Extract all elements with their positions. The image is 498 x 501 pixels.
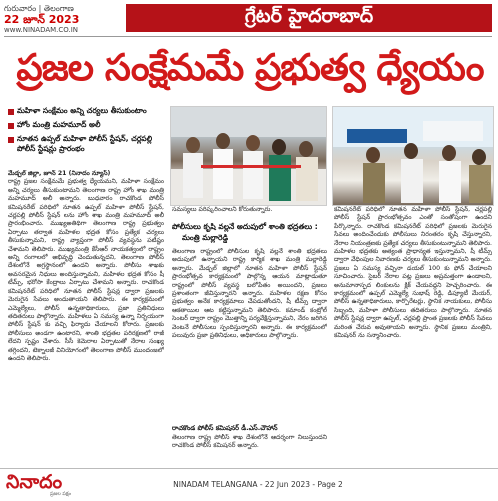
bullet-square-icon <box>8 123 14 129</box>
bullet-text: నూతన ఉప్పల్ మహిళా పోలీస్ స్టేషన్, చర్లపల్లి పోలీస్ స్టేషన్లు ప్రారంభం <box>17 134 153 153</box>
issue-date: 22 జూన్ 2023 <box>4 13 80 26</box>
mid-article-title: పోలీసులు కృషి వల్లనే అదుపులో శాంతి భద్రతలు : <box>172 222 318 231</box>
bullet-square-icon <box>8 137 14 143</box>
bullet-text: మహిళా సంక్షేమం అన్ని చర్యలు తీసుకుంటాం <box>17 106 147 115</box>
mid-article-body-continued: తెలంగాణ రాష్ట్ర పోలీస్ శాఖ దేశంలోనే ఆదర్శంగా నిలుస్తుందని రాచకొండ పోలీస్ కమిషనర్ అన్నారు. <box>172 434 327 450</box>
mid-article-subheading: రాచకొండ పోలీస్ కమిషనర్ డీ.ఎస్.చౌహాన్ <box>172 424 278 432</box>
bullet-text: హోం మంత్రి మహమూద్ అలీ <box>17 120 101 129</box>
right-article-body: కమిషనరేట్ పరిధిలో నూతన మహిళా పోలీస్ స్టేషన్, చర్లపల్లి పోలీస్ స్టేషన్ ప్రారంభోత్సవం ఎంతో సంతోషంగా ఉందని పేర్కొన్నారు. రాచకొండ కమిషనరేట్ పరిధిలో ప్రజలకు మెరుగైన సేవలు అందించేందుకు పోలీసులు నిరంతరం కృషి చేస్తున్నారని, నేరాల నియంత్రణకు ప్రత్యేక చర్యలు తీసుకుంటున్నామని తెలిపారు. మహిళల భద్రతకు అత్యంత ప్రాధాన్యత ఇస్తున్నామని, షీ టీమ్స్ ద్వారా వేధింపుల నివారణకు చర్యలు తీసుకుంటున్నామని అన్నారు. ప్రజలు ఏ సమస్య వచ్చినా డయల్ 100 కు ఫోన్ చేయాలని సూచించారు. సైబర్ నేరాల పట్ల ప్రజలు అప్రమత్తంగా ఉండాలని, అనుమానాస్పద లింకులను క్లిక్ చేయవద్దని హెచ్చరించారు. ఈ కార్యక్రమంలో ఉప్పల్ ఎమ్మెల్యే సుభాష్ రెడ్డి, డిప్యూటీ మేయర్, పోలీస్ ఉన్నతాధికారులు, కార్పొరేటర్లు, స్థానిక నాయకులు, పోలీసు సిబ్బంది, మహిళా పోలీసులు తదితరులు పాల్గొన్నారు. నూతన పోలీస్ స్టేషన్ల ద్వారా ఉప్పల్, చర్లపల్లి ప్రాంత ప్రజలకు పోలీస్ సేవలు మరింత చేరువ అవుతాయని అన్నారు. స్థానిక ప్రజలు మంత్రిని, కమిషనర్ ను సన్మానించారు. <box>334 206 492 340</box>
photo-figures-graphic <box>333 107 493 205</box>
logo-tagline: ప్రజల పక్షం <box>50 491 72 497</box>
bullet-item <box>8 106 164 116</box>
bullet-item <box>8 134 164 154</box>
page-headline: ప్రజల సంక్షేమమే ప్రభుత్వ ధ్యేయం <box>16 46 484 89</box>
left-article <box>8 170 164 466</box>
highlight-bullets <box>8 106 164 158</box>
header-divider <box>4 36 492 37</box>
site-url[interactable]: www.NINADAM.CO.IN <box>4 26 79 34</box>
police-station-photo <box>332 106 494 206</box>
masthead-dateline <box>4 4 124 36</box>
mid-article-author: మంత్రి మల్లారెడ్డి <box>182 233 228 242</box>
photo-caption: సమస్యలు పరిష్కరించాలని కోరుతున్నారు. <box>172 206 273 213</box>
newspaper-logo: నినాదం <box>6 470 63 493</box>
article-body: రాష్ట్ర ప్రజల సంక్షేమమే ప్రభుత్వ ధ్యేయమని, మహిళా సంక్షేమం అన్ని చర్యలు తీసుకుంటామని తెలంగాణ రాష్ట్ర హోం శాఖ మంత్రి మహమూద్ అలీ అన్నారు. బుధవారం రాచకొండ పోలీస్ కమిషనరేట్ పరిధిలో నూతన ఉప్పల్ మహిళా పోలీస్ స్టేషన్, చర్లపల్లి పోలీస్ స్టేషన్ లను హోం శాఖ మంత్రి మహమూద్ అలీ ప్రారంభించారు. ముఖ్యఅతిథిగా తెలంగాణ రాష్ట్ర ప్రభుత్వం ఏర్పాటు తర్వాత మహిళల భద్రత కోసం ప్రత్యేక చర్యలు తీసుకున్నామని, రాష్ట్ర వ్యాప్తంగా పోలీస్ వ్యవస్థను పటిష్టం చేశామని తెలిపారు. ముఖ్యమంత్రి కేసీఆర్ నాయకత్వంలో రాష్ట్రం అన్ని రంగాలలో అభివృద్ధి చెందుతున్నదని, తెలంగాణ పోలీస్ దేశంలోనే అగ్రస్థానంలో ఉందని అన్నారు. పోలీసు శాఖకు అవసరమైన నిధులు అందిస్తున్నామని, మహిళల భద్రత కోసం షీ టీమ్స్, భరోసా కేంద్రాలు ఏర్పాటు చేశామని అన్నారు. రాచకొండ కమిషనరేట్ పరిధిలో నూతన పోలీస్ స్టేషన్ల ద్వారా ప్రజలకు మెరుగైన సేవలు అందుతాయని తెలిపారు. ఈ కార్యక్రమంలో ఎమ్మెల్యేలు, పోలీస్ ఉన్నతాధికారులు, ప్రజా ప్రతినిధులు తదితరులు పాల్గొన్నారు. మహిళలు ఏ సమస్య ఉన్నా నిర్భయంగా పోలీస్ స్టేషన్ కు వచ్చి ఫిర్యాదు చేయాలని కోరారు. ప్రజలకు పోలీసులు అండగా ఉంటారని, శాంతి భద్రతల పరిరక్షణలో రాజీ లేదని స్పష్టం చేశారు. సీసీ కెమెరాల ఏర్పాటుతో నేరాల సంఖ్య తగ్గిందని, టెక్నాలజీ వినియోగంలో తెలంగాణ పోలీస్ ముందంజలో ఉందని తెలిపారు. <box>8 178 164 362</box>
mid-article-body: తెలంగాణ రాష్ట్రంలో పోలీసుల కృషి వల్లనే శాంతి భద్రతలు అదుపులో ఉన్నాయని రాష్ట్ర కార్మిక శాఖ మంత్రి మల్లారెడ్డి అన్నారు. మేడ్చల్ జిల్లాలో నూతన మహిళా పోలీస్ స్టేషన్ ప్రారంభోత్సవ కార్యక్రమంలో పాల్గొన్న ఆయన మాట్లాడుతూ రాష్ట్రంలో పోలీస్ వ్యవస్థ బలోపేతం అయిందని, ప్రజలు ప్రశాంతంగా జీవిస్తున్నారని అన్నారు. మహిళల రక్షణ కోసం ప్రభుత్వం అనేక కార్యక్రమాలు చేపడుతోందని, షీ టీమ్స్ ద్వారా ఆకతాయిల ఆట కట్టిస్తున్నామని తెలిపారు. కమాండ్ కంట్రోల్ సెంటర్ ద్వారా రాష్ట్రం మొత్తాన్ని పర్యవేక్షిస్తున్నామని, నేరం జరిగిన వెంటనే పోలీసులు స్పందిస్తున్నారని అన్నారు. ఈ కార్యక్రమంలో పలువురు ప్రజా ప్రతినిధులు, అధికారులు పాల్గొన్నారు. <box>172 248 327 340</box>
day-line: గురువారం | తెలంగాణ <box>4 4 74 13</box>
article-dateline: మేడ్చల్ జిల్లా, జూన్ 21 (నినాదం న్యూస్) <box>8 170 111 177</box>
bullet-square-icon <box>8 109 14 115</box>
section-banner: గ్రేటర్ హైదరాబాద్ <box>126 4 492 32</box>
ribbon-cutting-photo <box>170 106 327 206</box>
mid-article-heading <box>172 222 327 243</box>
photo-figures-graphic <box>171 107 326 205</box>
footer-page-info: NINADAM TELANGANA - 22 Jun 2023 - Page 2 <box>173 480 343 489</box>
bullet-item <box>8 120 164 130</box>
